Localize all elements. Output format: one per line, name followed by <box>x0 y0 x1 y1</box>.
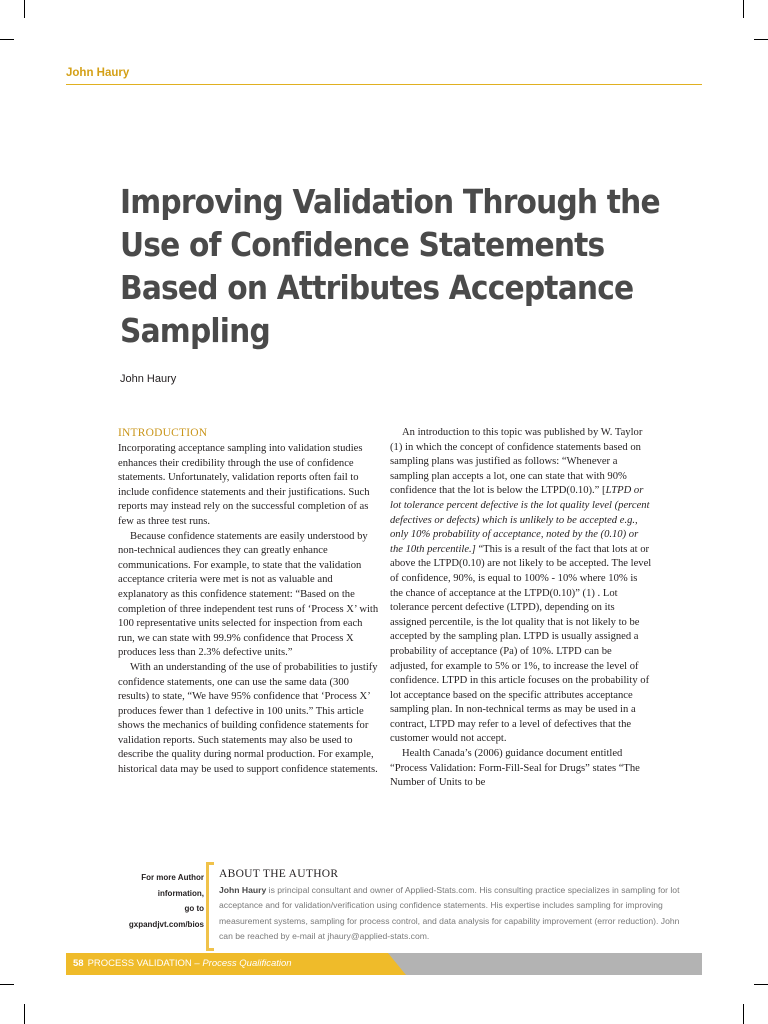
note-line: information, <box>157 888 204 898</box>
crop-mark <box>743 0 744 18</box>
page-number: 58 <box>73 958 84 969</box>
author-name: John Haury <box>219 885 267 895</box>
paragraph: Because confidence statements are easily understood by non-technical audiences they can greatly enhance communications. For example, to state that the validation acceptance criteria were met is not as valuable and explanatory as this confidence statement: “Based on the completion of three independent test runs of ‘Process X’ with 100 representative units selected for inspection from each run, we can state with 99.9% confidence that Process X produces less than 2.3% defective units.” <box>118 530 379 659</box>
crop-mark <box>0 984 14 985</box>
crop-mark <box>754 984 768 985</box>
about-text: is principal consultant and owner of Applied-Stats.com. His consulting practice specializes in sampling for lot acceptance and for validation/verification using confidence statements. His expertise includes sampling for improving measurement systems, sampling for process control, and data analysis for capability improvement (error reduction). John can be reached by e-mail at jhaury@applied-stats.com. <box>219 885 680 941</box>
crop-mark <box>0 39 14 40</box>
paragraph: With an understanding of the use of probabilities to justify confidence statements, one can use the same data (300 results) to state, “We have 95% confidence that ‘Process X’ produces fewer than 1 defective in 100 units.” This article shows the mechanics of building confidence statements for validation reports. Such statements may also be used to describe the quality during normal production. For example, historical data may be used to support confidence statements. <box>118 661 378 776</box>
running-header-author: John Haury <box>66 67 130 79</box>
crop-mark <box>24 1004 25 1024</box>
paragraph: Health Canada’s (2006) guidance document entitled “Process Validation: Form-Fill-Seal for Drugs” states “The Number of Units to be <box>390 748 640 789</box>
bios-link[interactable]: gxpandjvt.com/bios <box>128 919 204 929</box>
ltpd-definition: LTPD or lot tolerance percent defective is the lot quality level (percent defectives or defects) which is unlikely to be accepted e.g., only 10% probability of acceptance, noted by the (0.10) or the 10th percentile.] <box>390 485 650 555</box>
paragraph <box>390 426 652 747</box>
byline: John Haury <box>120 373 177 385</box>
footer-separator: – <box>191 958 203 969</box>
paragraph-text: “This is a result of the fact that lots at or above the LTPD(0.10) are not likely to be accepted. The level of confidence, 90%, is equal to 100% - 10% where 10% is the chance of acceptance at the LTPD(0.10)” (1) . Lot tolerance percent defective (LTPD), depending on its assigned percentile, is the lot quality that is not likely to be accepted by the sampling plan. LTPD is usually assigned a probability of acceptance (Pa) of 10%. LTPD can be adjusted, for example to 5% or 1%, to increase the level of confidence. LTPD in this article focuses on the probability of lot acceptance based on the specific attributes acceptance sampling plan. In non-technical terms as may be used in a contract, LTPD may refer to a level of defectives that the customer would not accept. <box>390 543 652 745</box>
author-info-note <box>118 870 204 932</box>
footer-text <box>73 958 292 969</box>
about-author-heading: ABOUT THE AUTHOR <box>219 868 339 880</box>
introduction-heading: INTRODUCTION <box>118 427 208 439</box>
paragraph: Incorporating acceptance sampling into validation studies enhances their credibility through the use of confidence statements. Unfortunately, validation reports often fail to include confidence statements and their justifications. Such reports may instead rely on the successful completion of as few as three test runs. <box>118 443 370 527</box>
header-rule <box>66 84 702 85</box>
paragraph-text: An introduction to this topic was published by W. Taylor (1) in which the concept of confidence statements based on sampling plans was justified as follows: “Whenever a sampling plan accepts a lot, one can state that with 90% confidence that the lot is below the LTPD(0.10).” [ <box>390 427 643 497</box>
about-bracket <box>206 862 214 951</box>
crop-mark <box>743 1004 744 1024</box>
right-column <box>390 426 652 791</box>
crop-mark <box>24 0 25 18</box>
footer-subsection: Process Qualification <box>202 958 292 969</box>
left-column <box>118 426 380 778</box>
crop-mark <box>754 39 768 40</box>
note-line: go to <box>184 904 204 913</box>
note-line: For more Author <box>141 873 204 882</box>
footer-section: PROCESS VALIDATION <box>87 958 192 969</box>
article-title: Improving Validation Through the Use of Confidence Statements Based on Attributes Acceptance Sampling <box>120 182 660 350</box>
about-author-text <box>219 883 689 944</box>
